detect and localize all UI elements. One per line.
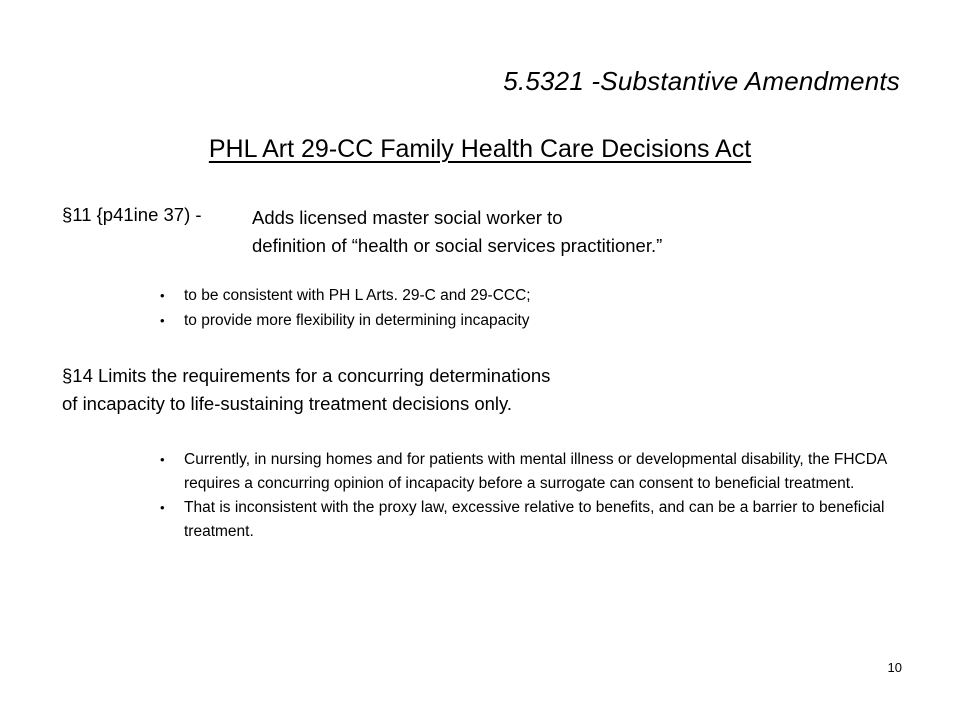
bullet-text: to provide more flexibility in determining incapacity: [184, 312, 530, 329]
list-item: [160, 308, 531, 333]
section-11-line-1: Adds licensed master social worker to: [252, 207, 563, 228]
bullet-icon: •: [160, 288, 165, 303]
section-14-description: [62, 362, 550, 418]
bullet-icon: •: [160, 500, 165, 515]
page-number: 10: [887, 660, 902, 675]
main-title: [0, 135, 960, 164]
bullet-text: That is inconsistent with the proxy law, excessive relative to benefits, and can be a barrier to beneficial treatment.: [184, 499, 885, 540]
bullet-text: to be consistent with PH L Arts. 29-C and 29-CCC;: [184, 287, 531, 304]
section-11-line-2: definition of “health or social services practitioner.”: [252, 235, 663, 256]
section-11-label: §11 {p41ine 37) -: [62, 204, 202, 225]
list-item: [160, 496, 900, 544]
bullet-icon: •: [160, 313, 165, 328]
section-11-description: [252, 204, 662, 260]
bullet-icon: •: [160, 452, 165, 467]
section-14-bullet-list: [160, 448, 900, 544]
section-14-line-2: of incapacity to life-sustaining treatment decisions only.: [62, 393, 513, 414]
bullet-text: Currently, in nursing homes and for patients with mental illness or developmental disability, the FHCDA requires a concurring opinion of incapacity before a surrogate can consent to beneficial treatment.: [184, 451, 887, 492]
list-item: [160, 283, 531, 308]
section-title: 5.5321 -Substantive Amendments: [503, 66, 900, 96]
main-title-text: PHL Art 29-CC Family Health Care Decisions Act: [208, 135, 752, 163]
list-item: [160, 448, 900, 496]
section-14-line-1: §14 Limits the requirements for a concurring determinations: [62, 365, 551, 386]
section-11-bullet-list: [160, 283, 531, 333]
